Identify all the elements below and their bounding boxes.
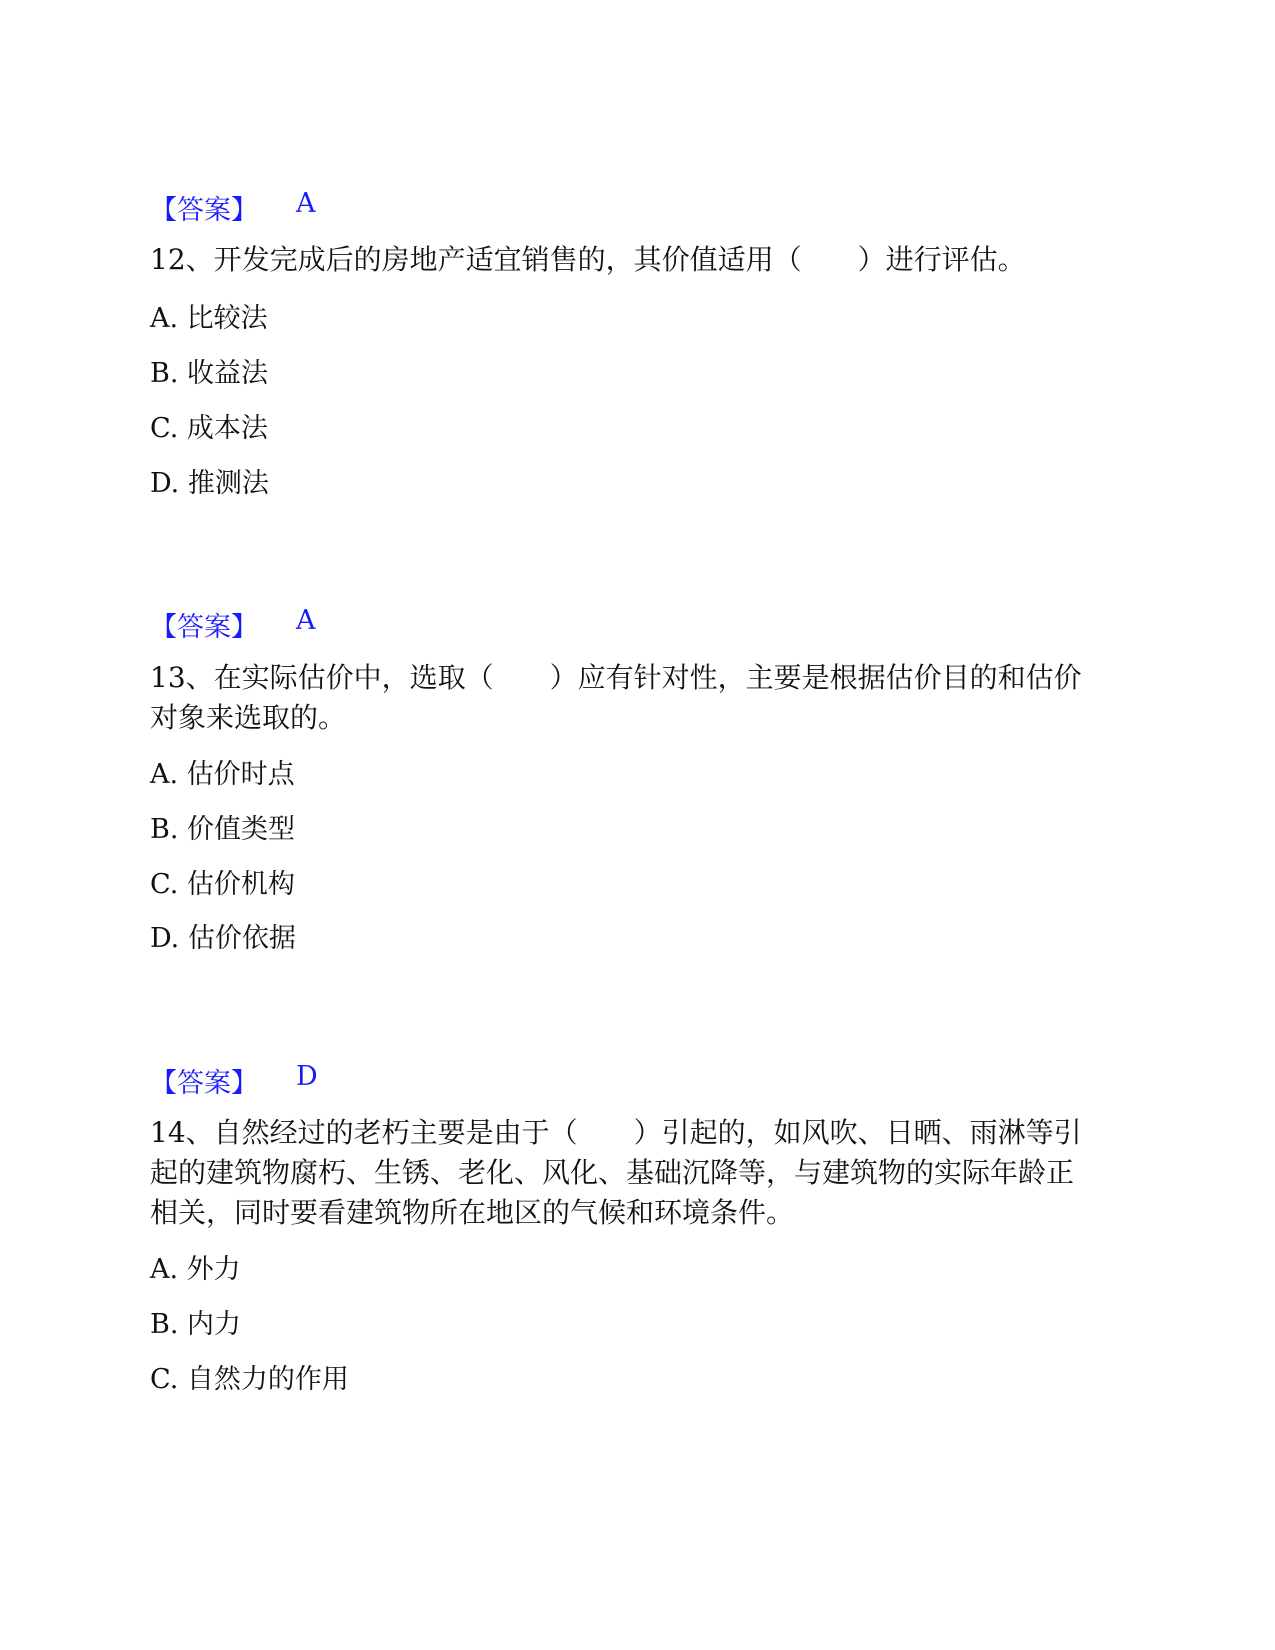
option-b: B. 收益法: [150, 358, 269, 389]
option-c: C. 自然力的作用: [150, 1364, 349, 1395]
option-a: A. 比较法: [150, 303, 268, 334]
option-c: C. 成本法: [150, 413, 268, 444]
question-stem-line: 14、自然经过的老朽主要是由于（ ）引起的，如风吹、日晒、雨淋等引: [150, 1116, 1082, 1149]
answer-value: A: [296, 188, 316, 219]
option-d: D. 推测法: [150, 468, 269, 499]
question-stem-line: 对象来选取的。: [150, 701, 347, 734]
answer-value: A: [296, 605, 316, 636]
option-d: D. 估价依据: [150, 923, 296, 954]
question-stem-line: 13、在实际估价中，选取（ ）应有针对性，主要是根据估价目的和估价: [150, 661, 1082, 694]
option-a: A. 外力: [150, 1254, 241, 1285]
answer-label: 【答案】: [150, 1068, 258, 1099]
option-c: C. 估价机构: [150, 869, 295, 900]
answer-value: D: [296, 1061, 318, 1092]
question-stem-line: 12、开发完成后的房地产适宜销售的，其价值适用（ ）进行评估。: [150, 243, 1026, 276]
option-b: B. 价值类型: [150, 814, 296, 845]
option-b: B. 内力: [150, 1309, 242, 1340]
answer-label: 【答案】: [150, 612, 258, 643]
option-a: A. 估价时点: [150, 759, 295, 790]
answer-label: 【答案】: [150, 195, 258, 226]
question-stem-line: 相关，同时要看建筑物所在地区的气候和环境条件。: [150, 1196, 795, 1229]
question-stem-line: 起的建筑物腐朽、生锈、老化、风化、基础沉降等，与建筑物的实际年龄正: [150, 1156, 1075, 1189]
